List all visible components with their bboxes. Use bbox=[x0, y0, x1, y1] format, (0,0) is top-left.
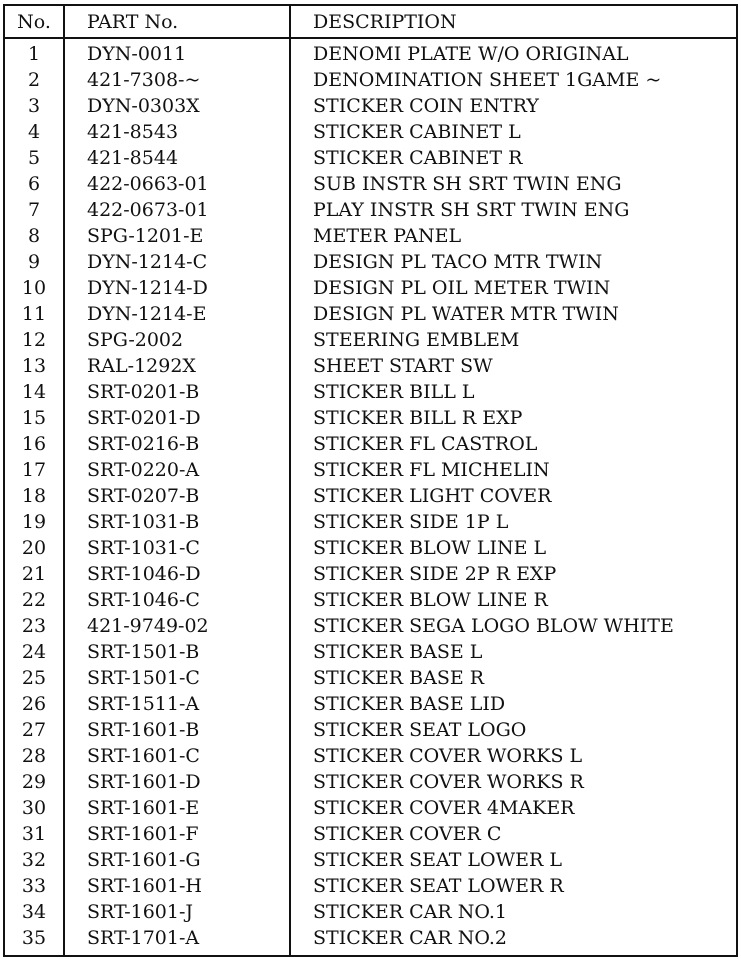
row-number: 11 bbox=[4, 301, 64, 327]
header-description: DESCRIPTION bbox=[290, 5, 737, 38]
part-description: STICKER COVER C bbox=[290, 821, 737, 847]
table-row bbox=[4, 795, 737, 821]
part-number: SRT-1601-J bbox=[64, 899, 290, 925]
part-description: STICKER SEGA LOGO BLOW WHITE bbox=[290, 613, 737, 639]
part-description: SHEET START SW bbox=[290, 353, 737, 379]
table-row bbox=[4, 457, 737, 483]
header-row bbox=[4, 5, 737, 38]
table-row bbox=[4, 821, 737, 847]
part-number: SRT-1046-C bbox=[64, 587, 290, 613]
table-row bbox=[4, 483, 737, 509]
table-row bbox=[4, 743, 737, 769]
part-description: DENOMINATION SHEET 1GAME ~ bbox=[290, 67, 737, 93]
part-number: SRT-1511-A bbox=[64, 691, 290, 717]
part-description: STICKER FL MICHELIN bbox=[290, 457, 737, 483]
header-part-number: PART No. bbox=[64, 5, 290, 38]
table-row bbox=[4, 67, 737, 93]
table-row bbox=[4, 561, 737, 587]
part-description: STICKER SEAT LOWER L bbox=[290, 847, 737, 873]
table-row bbox=[4, 769, 737, 795]
row-number: 32 bbox=[4, 847, 64, 873]
part-description: STICKER BLOW LINE R bbox=[290, 587, 737, 613]
parts-table bbox=[3, 4, 738, 957]
row-number: 25 bbox=[4, 665, 64, 691]
table-row bbox=[4, 327, 737, 353]
row-number: 14 bbox=[4, 379, 64, 405]
table-row bbox=[4, 405, 737, 431]
part-description: STICKER CABINET L bbox=[290, 119, 737, 145]
part-description: STICKER COIN ENTRY bbox=[290, 93, 737, 119]
part-number: SRT-1601-C bbox=[64, 743, 290, 769]
table-row bbox=[4, 639, 737, 665]
table-row bbox=[4, 431, 737, 457]
table-row bbox=[4, 509, 737, 535]
table-row bbox=[4, 665, 737, 691]
table-header bbox=[4, 5, 737, 38]
row-number: 6 bbox=[4, 171, 64, 197]
row-number: 5 bbox=[4, 145, 64, 171]
table-row bbox=[4, 275, 737, 301]
row-number: 31 bbox=[4, 821, 64, 847]
table-row bbox=[4, 847, 737, 873]
part-number: 421-8543 bbox=[64, 119, 290, 145]
part-number: SRT-1701-A bbox=[64, 925, 290, 956]
row-number: 2 bbox=[4, 67, 64, 93]
part-description: DESIGN PL WATER MTR TWIN bbox=[290, 301, 737, 327]
part-description: STICKER BASE L bbox=[290, 639, 737, 665]
row-number: 21 bbox=[4, 561, 64, 587]
part-description: STICKER BILL R EXP bbox=[290, 405, 737, 431]
table-row bbox=[4, 38, 737, 67]
header-no: No. bbox=[4, 5, 64, 38]
part-description: STEERING EMBLEM bbox=[290, 327, 737, 353]
row-number: 20 bbox=[4, 535, 64, 561]
part-number: SRT-1601-D bbox=[64, 769, 290, 795]
part-number: SRT-0201-D bbox=[64, 405, 290, 431]
part-description: STICKER COVER WORKS R bbox=[290, 769, 737, 795]
table-row bbox=[4, 899, 737, 925]
table-row bbox=[4, 145, 737, 171]
row-number: 29 bbox=[4, 769, 64, 795]
table-row bbox=[4, 925, 737, 956]
row-number: 22 bbox=[4, 587, 64, 613]
row-number: 9 bbox=[4, 249, 64, 275]
part-description: STICKER CABINET R bbox=[290, 145, 737, 171]
part-number: SRT-1601-B bbox=[64, 717, 290, 743]
part-number: 422-0673-01 bbox=[64, 197, 290, 223]
row-number: 35 bbox=[4, 925, 64, 956]
row-number: 13 bbox=[4, 353, 64, 379]
part-number: DYN-1214-D bbox=[64, 275, 290, 301]
row-number: 33 bbox=[4, 873, 64, 899]
part-description: STICKER COVER 4MAKER bbox=[290, 795, 737, 821]
table-row bbox=[4, 301, 737, 327]
part-number: SRT-0220-A bbox=[64, 457, 290, 483]
table-row bbox=[4, 587, 737, 613]
table-row bbox=[4, 691, 737, 717]
table-row bbox=[4, 873, 737, 899]
table-row bbox=[4, 223, 737, 249]
part-description: STICKER SIDE 2P R EXP bbox=[290, 561, 737, 587]
table-row bbox=[4, 93, 737, 119]
table-row bbox=[4, 171, 737, 197]
row-number: 18 bbox=[4, 483, 64, 509]
part-number: DYN-0011 bbox=[64, 38, 290, 67]
table-row bbox=[4, 119, 737, 145]
part-number: SRT-1601-E bbox=[64, 795, 290, 821]
table-row bbox=[4, 197, 737, 223]
part-number: SRT-0216-B bbox=[64, 431, 290, 457]
part-number: SRT-1031-B bbox=[64, 509, 290, 535]
table-row bbox=[4, 249, 737, 275]
part-number: DYN-1214-E bbox=[64, 301, 290, 327]
table-row bbox=[4, 717, 737, 743]
row-number: 3 bbox=[4, 93, 64, 119]
part-number: SRT-1601-H bbox=[64, 873, 290, 899]
table-row bbox=[4, 535, 737, 561]
row-number: 4 bbox=[4, 119, 64, 145]
part-description: STICKER LIGHT COVER bbox=[290, 483, 737, 509]
part-number: 421-9749-02 bbox=[64, 613, 290, 639]
table-body bbox=[4, 38, 737, 956]
row-number: 16 bbox=[4, 431, 64, 457]
row-number: 23 bbox=[4, 613, 64, 639]
row-number: 1 bbox=[4, 38, 64, 67]
part-number: SRT-1031-C bbox=[64, 535, 290, 561]
row-number: 17 bbox=[4, 457, 64, 483]
table-row bbox=[4, 353, 737, 379]
part-number: SRT-1601-F bbox=[64, 821, 290, 847]
part-description: DENOMI PLATE W/O ORIGINAL bbox=[290, 38, 737, 67]
part-description: STICKER SEAT LOWER R bbox=[290, 873, 737, 899]
part-number: 421-8544 bbox=[64, 145, 290, 171]
table-row bbox=[4, 613, 737, 639]
part-description: STICKER COVER WORKS L bbox=[290, 743, 737, 769]
part-number: SRT-0207-B bbox=[64, 483, 290, 509]
row-number: 8 bbox=[4, 223, 64, 249]
part-number: 421-7308-~ bbox=[64, 67, 290, 93]
part-description: STICKER CAR NO.1 bbox=[290, 899, 737, 925]
part-description: METER PANEL bbox=[290, 223, 737, 249]
part-description: STICKER SIDE 1P L bbox=[290, 509, 737, 535]
row-number: 12 bbox=[4, 327, 64, 353]
row-number: 10 bbox=[4, 275, 64, 301]
row-number: 27 bbox=[4, 717, 64, 743]
row-number: 15 bbox=[4, 405, 64, 431]
part-number: SRT-1046-D bbox=[64, 561, 290, 587]
table-row bbox=[4, 379, 737, 405]
part-number: SPG-2002 bbox=[64, 327, 290, 353]
part-description: STICKER BILL L bbox=[290, 379, 737, 405]
part-number: RAL-1292X bbox=[64, 353, 290, 379]
part-number: SRT-0201-B bbox=[64, 379, 290, 405]
part-description: DESIGN PL OIL METER TWIN bbox=[290, 275, 737, 301]
part-description: STICKER CAR NO.2 bbox=[290, 925, 737, 956]
part-description: STICKER SEAT LOGO bbox=[290, 717, 737, 743]
row-number: 26 bbox=[4, 691, 64, 717]
part-number: SRT-1601-G bbox=[64, 847, 290, 873]
part-description: STICKER BASE LID bbox=[290, 691, 737, 717]
part-number: DYN-1214-C bbox=[64, 249, 290, 275]
row-number: 28 bbox=[4, 743, 64, 769]
row-number: 34 bbox=[4, 899, 64, 925]
part-description: STICKER BASE R bbox=[290, 665, 737, 691]
row-number: 19 bbox=[4, 509, 64, 535]
part-description: PLAY INSTR SH SRT TWIN ENG bbox=[290, 197, 737, 223]
part-description: SUB INSTR SH SRT TWIN ENG bbox=[290, 171, 737, 197]
row-number: 30 bbox=[4, 795, 64, 821]
part-number: SPG-1201-E bbox=[64, 223, 290, 249]
part-description: DESIGN PL TACO MTR TWIN bbox=[290, 249, 737, 275]
part-number: DYN-0303X bbox=[64, 93, 290, 119]
part-description: STICKER BLOW LINE L bbox=[290, 535, 737, 561]
row-number: 24 bbox=[4, 639, 64, 665]
part-description: STICKER FL CASTROL bbox=[290, 431, 737, 457]
part-number: SRT-1501-B bbox=[64, 639, 290, 665]
row-number: 7 bbox=[4, 197, 64, 223]
part-number: 422-0663-01 bbox=[64, 171, 290, 197]
part-number: SRT-1501-C bbox=[64, 665, 290, 691]
